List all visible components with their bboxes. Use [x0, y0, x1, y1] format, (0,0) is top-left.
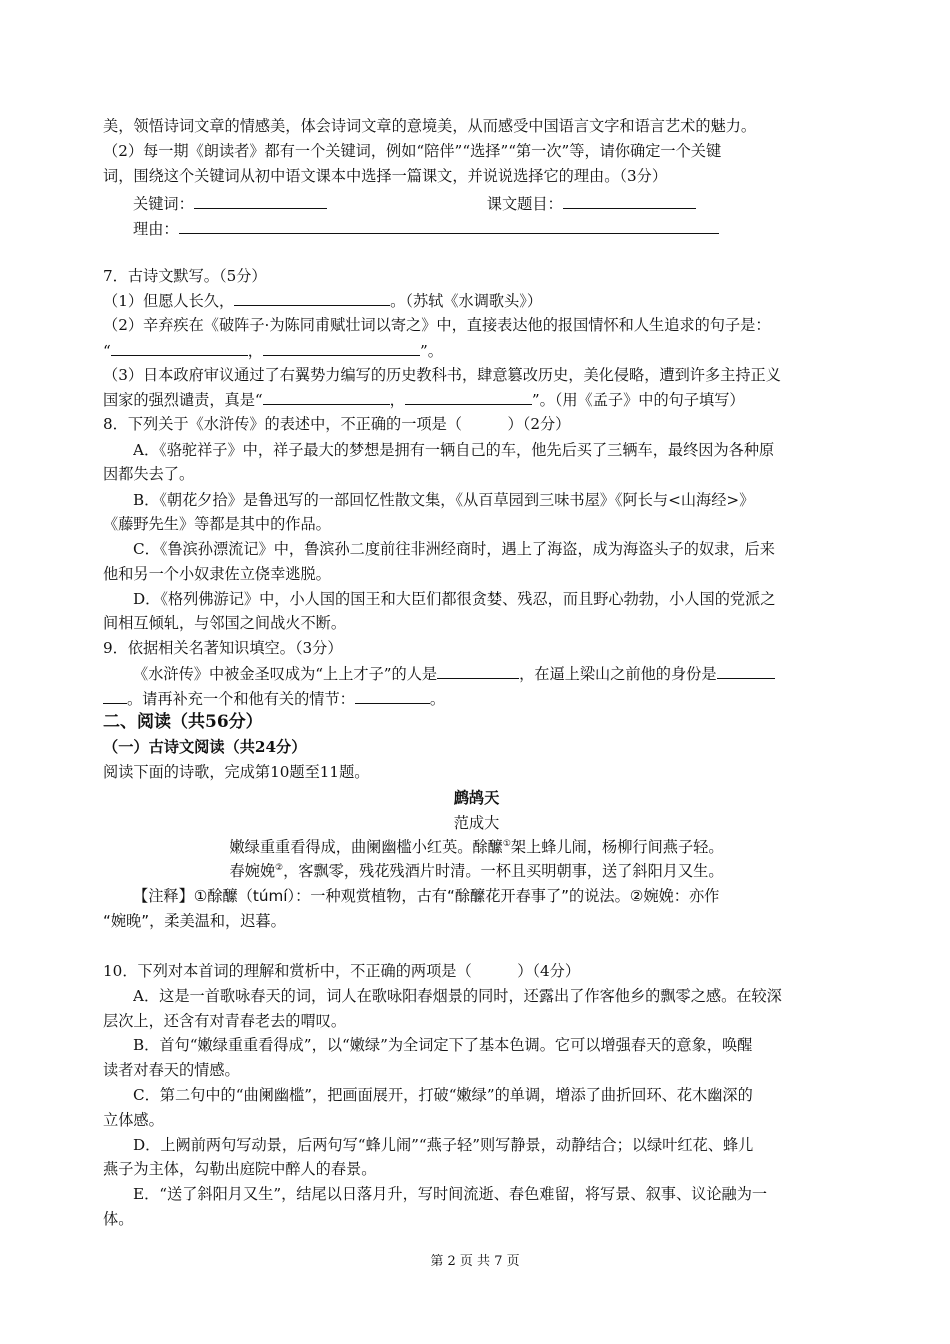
- text-line: 立体感。: [103, 1111, 164, 1129]
- answer-blank[interactable]: [263, 389, 390, 405]
- option-d: D．《格列佛游记》中，小人国的国王和大臣们都很贪婪、残忍，而且野心勃勃，小人国的党派之: [133, 590, 776, 608]
- question-7-title: 7．古诗文默写。（5分）: [103, 267, 267, 285]
- reason-row: [133, 218, 850, 239]
- question-7-3-answer: 国家的强烈谴责，真是“ ， ”。（用《孟子》中的句子填写）: [103, 391, 745, 409]
- text-line: 他和另一个小奴隶佐立侥幸逃脱。: [103, 565, 331, 583]
- poem-line-1: 嫩绿重重看得成，曲阑幽槛小红英。酴醿①架上蜂儿闹，杨柳行间燕子轻。: [229, 838, 724, 856]
- question-9-title: 9．依据相关名著知识填空。（3分）: [103, 639, 343, 657]
- footnote-marker: ①: [502, 838, 511, 849]
- text-line: 层次上，还含有对青春老去的喟叹。: [103, 1012, 346, 1030]
- text-line: 因都失去了。: [103, 465, 195, 483]
- answer-blank[interactable]: [405, 389, 532, 405]
- option-b: B．首句“嫩绿重重看得成”，以“嫩绿”为全词定下了基本色调。它可以增强春天的意象，唤醒: [133, 1036, 753, 1054]
- question-9-body-2: 。请再补充一个和他有关的情节： 。: [103, 688, 850, 709]
- subsection-heading: （一）古诗文阅读（共24分）: [103, 738, 307, 756]
- answer-blank[interactable]: [437, 663, 519, 679]
- answer-blank[interactable]: [355, 688, 430, 704]
- question-6-2: （2）每一期《朗读者》都有一个关键词，例如“陪伴”“选择”“第一次”等，请你确定一个关键: [103, 142, 722, 160]
- instruction: 阅读下面的诗歌，完成第10题至11题。: [103, 763, 370, 781]
- text-line: 美，领悟诗词文章的情感美，体会诗词文章的意境美，从而感受中国语言文字和语言艺术的魅力。: [103, 117, 757, 135]
- poem-line-2: 春婉娩②，客飘零，残花残酒片时清。一杯且买明朝事，送了斜阳月又生。: [229, 862, 724, 880]
- question-7-3: （3）日本政府审议通过了右翼势力编写的历史教科书，肆意篡改历史，美化侵略，遭到许多主持正义: [103, 366, 781, 384]
- option-a: A．这是一首歌咏春天的词，词人在歌咏阳春烟景的同时，还露出了作客他乡的飘零之感。在较深: [133, 987, 782, 1005]
- reason-blank[interactable]: [179, 218, 719, 234]
- option-d: D．上阙前两句写动景，后两句写“蜂儿闹”“燕子轻”则写静景，动静结合；以绿叶红花、蜂儿: [133, 1136, 754, 1154]
- text-line: 燕子为主体，勾勒出庭院中醉人的春景。: [103, 1160, 377, 1178]
- option-e: E．“送了斜阳月又生”，结尾以日落月升，写时间流逝、春色难留，将写景、叙事、议论融为一: [133, 1185, 768, 1203]
- lesson-title-blank[interactable]: [563, 193, 696, 209]
- page-footer: 第 2 页 共 7 页: [430, 1254, 520, 1269]
- option-c: C．第二句中的“曲阑幽槛”，把画面展开，打破“嫩绿”的单调，增添了曲折回环、花木幽深的: [133, 1086, 753, 1104]
- option-c: C．《鲁滨孙漂流记》中，鲁滨孙二度前往非洲经商时，遇上了海盗，成为海盗头子的奴隶，后来: [133, 540, 775, 558]
- question-10-title: 10．下列对本首词的理解和赏析中，不正确的两项是（ ）（4分）: [103, 962, 581, 980]
- reason-label: 理由：: [133, 220, 179, 238]
- answer-blank[interactable]: [111, 340, 248, 356]
- text-line: 词，围绕这个关键词从初中语文课本中选择一篇课文，并说说选择它的理由。（3分）: [103, 167, 668, 185]
- poem-notes-2: “婉晚”，柔美温和，迟暮。: [103, 912, 286, 930]
- lesson-title-label: 课文题目：: [486, 195, 563, 213]
- keyword-row: [133, 193, 850, 214]
- question-7-1: （1）但愿人长久， 。（苏轼《水调歌头》）: [103, 292, 543, 310]
- answer-blank[interactable]: [717, 663, 775, 679]
- text-line: 体。: [103, 1210, 134, 1228]
- footnote-marker: ②: [275, 862, 284, 873]
- text-line: 《藤野先生》等都是其中的作品。: [103, 515, 331, 533]
- poem-notes: 【注释】①酴醿（túmí）：一种观赏植物，古有“酴醿花开春事了”的说法。②婉娩：亦作: [133, 887, 720, 905]
- question-9-body: 《水浒传》中被金圣叹成为“上上才子”的人是 ，在逼上梁山之前他的身份是: [133, 663, 850, 684]
- answer-blank[interactable]: [234, 290, 390, 306]
- option-b: B．《朝花夕拾》是鲁迅写的一部回忆性散文集，《从百草园到三味书屋》《阿长与<山海经>》: [133, 491, 755, 509]
- question-7-2: （2）辛弃疾在《破阵子·为陈同甫赋壮词以寄之》中，直接表达他的报国情怀和人生追求的句子是：: [103, 316, 771, 334]
- answer-blank[interactable]: [263, 340, 420, 356]
- question-7-2-answer: “ ， ”。: [103, 342, 443, 360]
- question-8-title: 8．下列关于《水浒传》的表述中，不正确的一项是（ ）（2分）: [103, 415, 571, 433]
- option-a: A．《骆驼祥子》中，祥子最大的梦想是拥有一辆自己的车，他先后买了三辆车，最终因为各种原: [133, 441, 775, 459]
- keyword-blank[interactable]: [194, 193, 327, 209]
- section-heading: 二、阅读（共56分）: [103, 712, 263, 732]
- text-line: 读者对春天的情感。: [103, 1061, 240, 1079]
- answer-blank[interactable]: [103, 688, 127, 704]
- keyword-label: 关键词：: [133, 195, 194, 213]
- text-line: 间相互倾轧，与邻国之间战火不断。: [103, 614, 346, 632]
- poem-author: 范成大: [453, 814, 500, 832]
- poem-title: 鹧鸪天: [453, 789, 500, 807]
